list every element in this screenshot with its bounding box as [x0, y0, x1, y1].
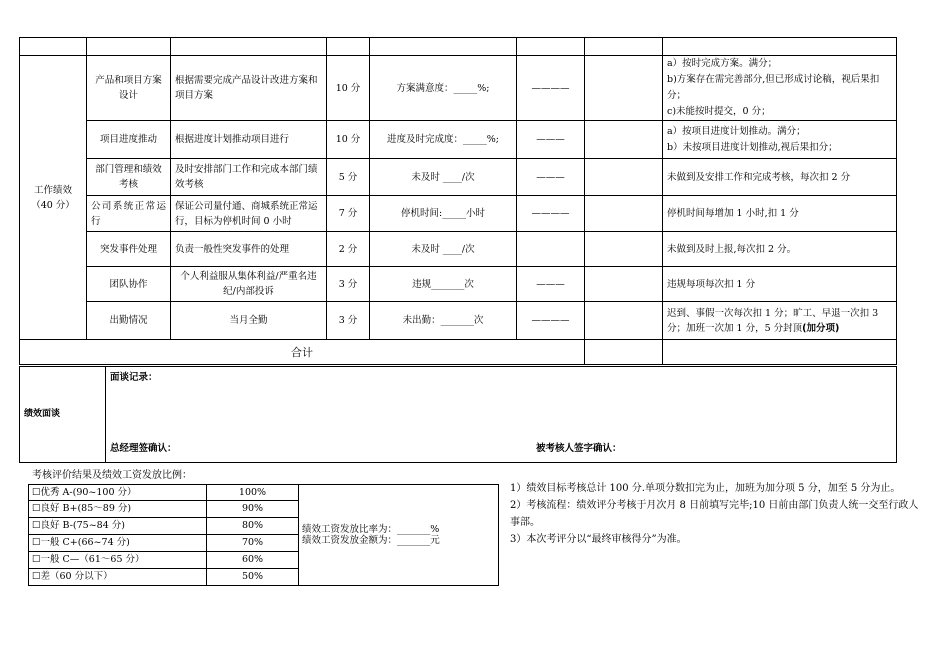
notes: 1）绩效目标考核总计 100 分.单项分数扣完为止，加班为加分项 5 分，加至 5 分为止。 2）考核流程：绩效评分考核于月次月 8 日前填写完毕;10 日前由部门负责人统一交至行政人事部。 3）本次考评分以“最终审核得分”为准。: [510, 483, 919, 545]
total-row: 合计: [20, 340, 897, 365]
interview-table: 绩效面谈 面谈记录： 总经理签确认： 被考核人签字确认：: [19, 366, 897, 463]
grades-title: 考核评价结果及绩效工资发放比例：: [32, 470, 192, 481]
attendance-rule: 迟到、事假一次每次扣 1 分；旷工、早退一次扣 3 分；加班一次加 1 分，5 分封顶(加分项): [663, 302, 897, 340]
table-row: 公司系统正常运行 保证公司量付通、商城系统正常运行，目标为停机时间 0 小时 7 分 停机时间:_____小时 ———— 停机时间每增加 1 小时,扣 1 分: [20, 196, 897, 232]
gm-signature-label: 总经理签确认：: [110, 442, 177, 454]
grades-table: ☐优秀 A-(90~100 分） 100% 绩效工资发放比率为：_______% 绩效工资发放金额为：_______元 ☐良好 B+(85～89 分) 90% ☐良好 B-(75~84 分) 80% ☐一般 C+(66~74 分) 70% ☐一般 C—（61～65 分） 60% ☐差（60 分以下） 50%: [28, 484, 499, 586]
table-row: 工作绩效 （40 分） 产品和项目方案设计 根据需要完成产品设计改进方案和项目方案 10 分 方案满意度：_____%; ———— a）按时完成方案。满分； b)方案存在需完善部分,但已形成讨论稿，视后果扣分； c)未能按时提交，0 分；: [20, 56, 897, 121]
table-row: 团队协作 个人利益服从集体利益/严重名违纪/内部投诉 3 分 违规_______次 ——— 违规每项每次扣 1 分: [20, 267, 897, 302]
salary-cell: 绩效工资发放比率为：_______% 绩效工资发放金额为：_______元: [299, 485, 499, 586]
table-row: 项目进度推动 根据进度计划推动项目进行 10 分 进度及时完成度：_____%; ——— a）按项目进度计划推动。满分； b）未按项目进度计划推动,视后果扣分；: [20, 121, 897, 159]
table-row: 出勤情况 当月全勤 3 分 未出勤：_______次 ———— 迟到、事假一次每次扣 1 分；旷工、早退一次扣 3 分；加班一次加 1 分，5 分封顶(加分项): [20, 302, 897, 340]
performance-table: [19, 37, 897, 365]
category-cell: 工作绩效 （40 分）: [20, 56, 87, 340]
header-row: [20, 38, 897, 56]
table-row: 突发事件处理 负责一般性突发事件的处理 2 分 未及时 ____/次 未做到及时上报,每次扣 2 分。: [20, 232, 897, 267]
table-row: 部门管理和绩效考核 及时安排部门工作和完成本部门绩效考核 5 分 未及时 ____/次 ——— 未做到及安排工作和完成考核，每次扣 2 分: [20, 159, 897, 196]
employee-signature-label: 被考核人签字确认：: [536, 442, 622, 454]
